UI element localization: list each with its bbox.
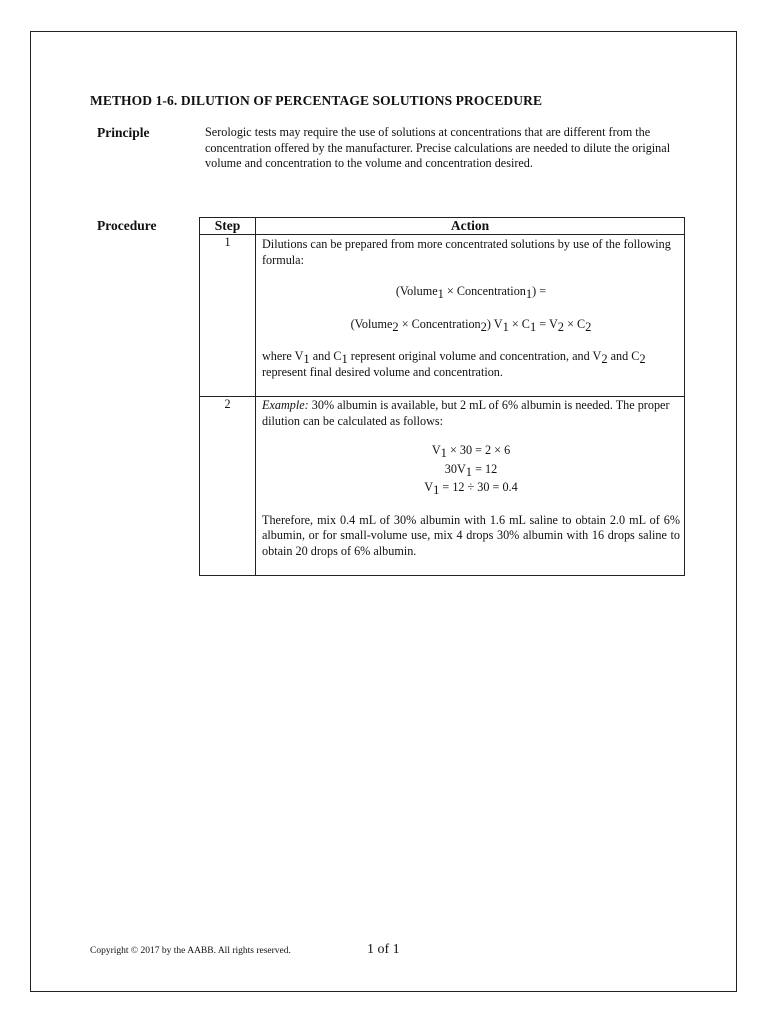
example-conclusion: Therefore, mix 0.4 mL of 30% albumin with 1.6 mL saline to obtain 2.0 mL of 6% albumin, or for small-volume use, mix 4 drops 30% albumin with 16 drops saline to obtain 20 drops of 6% albumin. [262, 512, 680, 558]
procedure-table [199, 217, 685, 576]
page-number: 1 of 1 [367, 942, 400, 957]
example-paragraph: Example: 30% albumin is available, but 2 mL of 6% albumin is needed. The proper dilution can be calculated as follows: [262, 398, 670, 428]
footer-copyright: Copyright © 2017 by the AABB. All rights reserved. [90, 946, 291, 956]
calc-line-3: $V_1 = 12 \div 30 = 0.4$ [424, 480, 518, 497]
document-title: METHOD 1-6. DILUTION OF PERCENTAGE SOLUTIONS PROCEDURE [90, 93, 543, 108]
step-action [256, 397, 685, 576]
step-action [256, 235, 685, 397]
table-row [200, 397, 685, 576]
principle-text: Serologic tests may require the use of solutions at concentrations that are different from the concentration offered by the manufacturer. Precise calculations are needed to dilute the original volume and concentration to the volume and concentration desired. [205, 125, 671, 170]
step-column-header: Step [200, 218, 256, 235]
action-column-header: Action [256, 218, 685, 235]
principle-label: Principle [97, 125, 150, 140]
procedure-label: Procedure [97, 218, 157, 233]
table-header-row [200, 218, 685, 235]
step-1-intro: Dilutions can be prepared from more concentrated solutions by use of the following formula: [262, 237, 671, 267]
calc-line-2: $30V_1 = 12$ [444, 461, 498, 479]
step-number: 1 [200, 235, 256, 397]
step-number: 2 [200, 397, 256, 576]
formula-line-2: (Volume$_2$ × Concentration$_2$) $V_1 \times C_1 = V_2 \times C_2$ [350, 316, 592, 334]
formula-note: where $V_1$ and $C_1$ represent original volume and concentration, and $V_2$ and $C_2$ represent final desired volume and concentration. [262, 349, 646, 379]
calc-line-1: $V_1 \times 30 = 2 \times 6$ [431, 443, 511, 460]
formula-line-1: (Volume$_1$ × Concentration$_1$) = [395, 284, 547, 301]
table-row [200, 235, 685, 397]
example-label: Example: [262, 398, 309, 412]
